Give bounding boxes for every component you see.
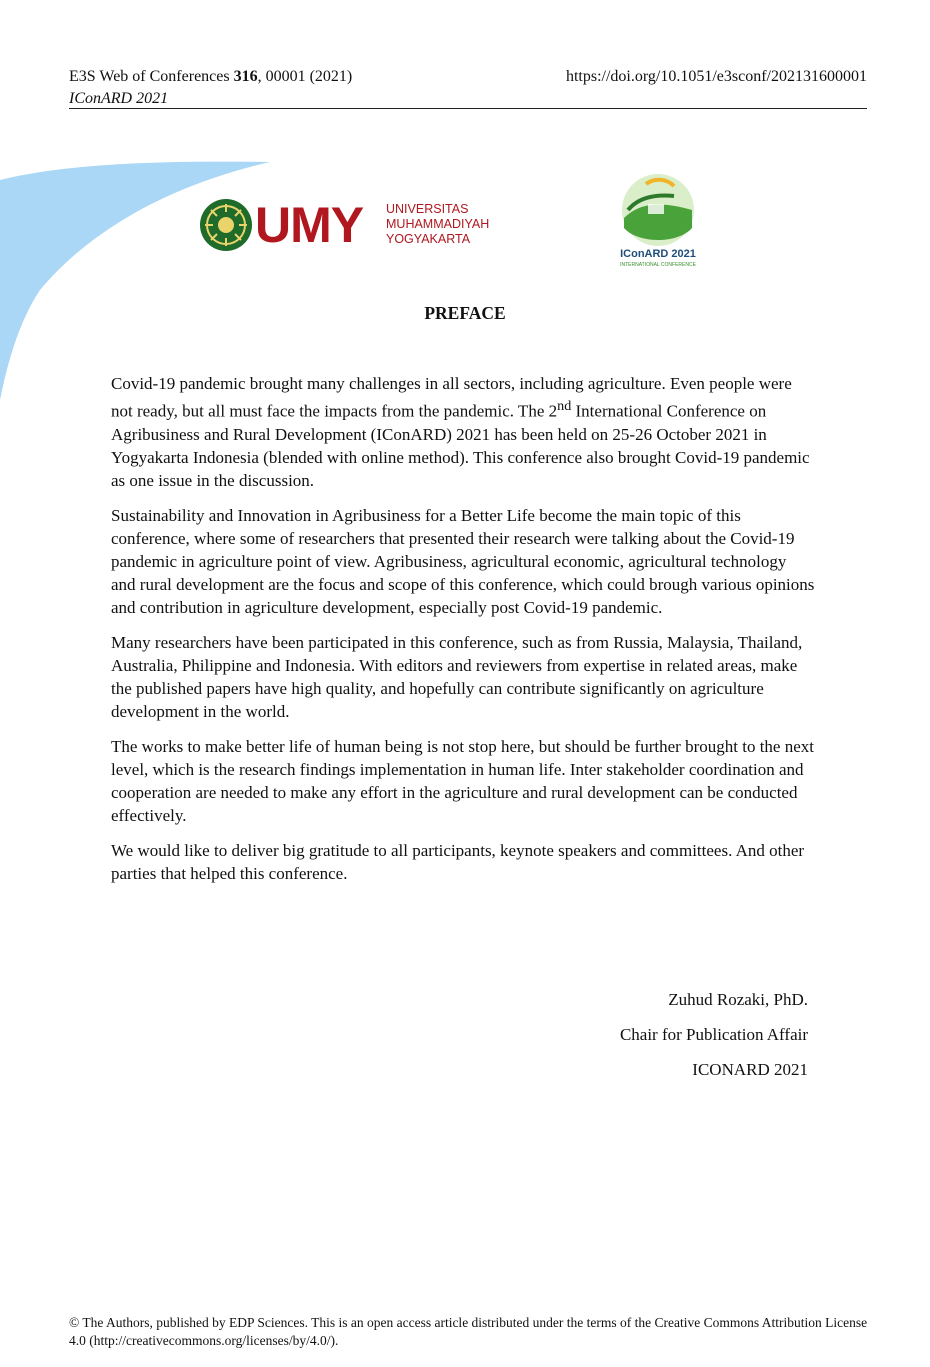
preface-body [111,372,815,897]
paragraph-4: The works to make better life of human being is not stop here, but should be further brought to the next level, which is the research findings implementation in human life. Inter stakeholder coordination and cooperation are needed to make any effort in the agriculture and rural development can be conducted effectively. [111,736,814,825]
umy-wordmark: UMY [255,197,364,253]
paragraph-5: We would like to deliver big gratitude to all participants, keynote speakers and committees. And other parties that helped this conference. [111,840,805,883]
iconard-emblem-icon [618,170,698,250]
umy-line-3: YOGYAKARTA [386,232,471,246]
journal-prefix: E3S Web of Conferences [69,68,234,85]
paragraph-1 [111,372,815,492]
iconard-logo [604,170,712,278]
signatory-event: ICONARD 2021 [692,1060,808,1079]
iconard-subtitle: INTERNATIONAL CONFERENCE [620,262,696,268]
umy-line-1: UNIVERSITAS [386,202,469,216]
umy-logo [199,196,509,256]
header-divider [69,108,867,109]
umy-line-2: MUHAMMADIYAH [386,217,490,231]
iconard-title: IConARD 2021 [620,248,696,260]
signature-block [620,988,808,1093]
page-title: PREFACE [424,303,506,323]
running-header [69,66,352,110]
umy-university-name [386,202,489,247]
umy-seal-icon [199,198,253,252]
doi-link[interactable]: https://doi.org/10.1051/e3sconf/202131600001 [565,68,867,85]
conference-name: IConARD 2021 [69,90,169,107]
journal-citation [69,66,352,88]
paragraph-1-end: International Conference on Agribusiness and Rural Development (IConARD) 2021 has been held on 25-26 October 2021 in Yogyakarta Indonesia (blended with online method). This conference also brought Covid-19 pandemic as one issue in the discussion. [111,401,810,490]
signatory-role: Chair for Publication Affair [619,1025,808,1044]
signatory-name: Zuhud Rozaki, PhD. [668,990,808,1009]
license-footer: © The Authors, published by EDP Sciences. This is an open access article distributed under the terms of the Creative Commons Attribution License 4.0 (http://creativecommons.org/licenses/by/4.0/). [69,1315,868,1348]
ordinal-suffix: nd [557,398,572,414]
paragraph-2: Sustainability and Innovation in Agribusiness for a Better Life become the main topic of this conference, where some of researchers that presented their research were talking about the Covid-19 pandemic in agriculture point of view. Agribusiness, agricultural economic, agricultural technology and rural development are the focus and scope of this conference, which could brough various opinions and contribution in agriculture development, especially post Covid-19 pandemic. [111,505,815,617]
paragraph-1-start: Covid-19 pandemic brought many challenges in all sectors, including agriculture. Even people were not ready, but all must face the impacts from the pandemic. The 2 [111,374,792,421]
paragraph-3: Many researchers have been participated in this conference, such as from Russia, Malaysia, Thailand, Australia, Philippine and Indonesia. With editors and reviewers from expertise in related areas, make the published papers have high quality, and hopefully can contribute significantly on agriculture development in the world. [111,632,803,721]
journal-volume: 316 [233,68,258,85]
journal-suffix: , 00001 (2021) [257,68,353,85]
